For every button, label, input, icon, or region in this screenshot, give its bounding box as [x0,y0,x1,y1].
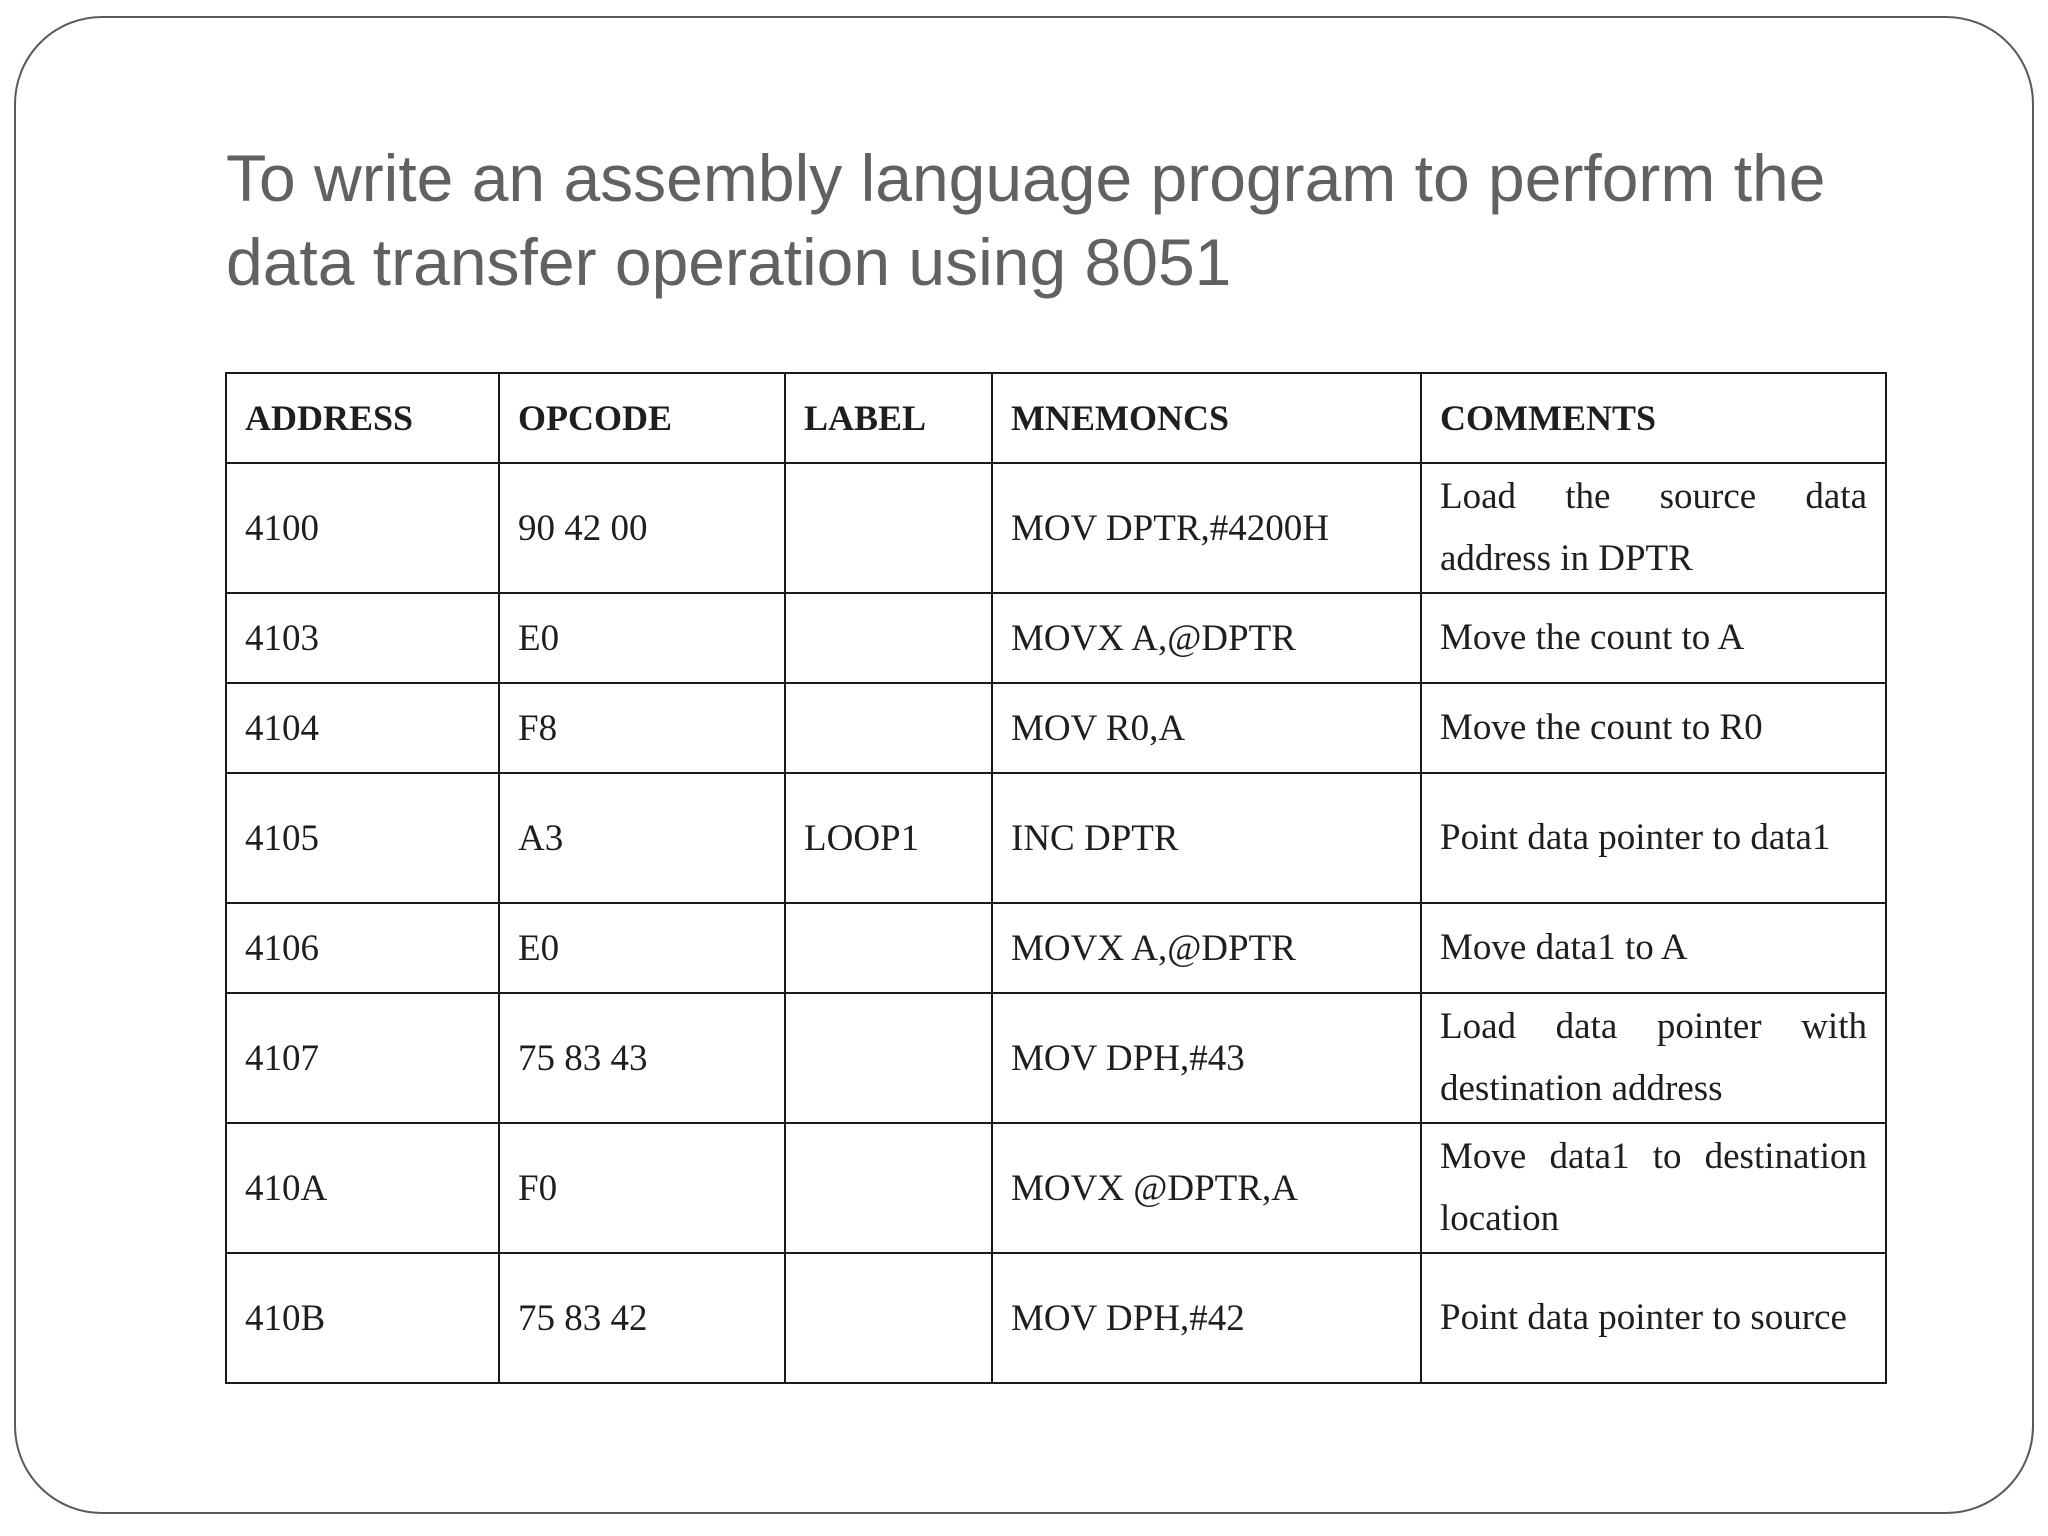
cell-label [785,993,992,1123]
program-table [225,372,1887,1384]
cell-mnemonic: MOV R0,A [992,683,1421,773]
header-comment: COMMENTS [1421,373,1886,463]
cell-opcode: A3 [499,773,785,903]
cell-comment: Point data pointer to data1 [1421,773,1886,903]
cell-address: 4104 [226,683,499,773]
cell-mnemonic: MOV DPTR,#4200H [992,463,1421,593]
cell-comment: Point data pointer to source [1421,1253,1886,1383]
header-label: LABEL [785,373,992,463]
cell-comment: Move the count to A [1421,593,1886,683]
table-row [226,1253,1886,1383]
cell-opcode: F8 [499,683,785,773]
cell-opcode: 75 83 43 [499,993,785,1123]
cell-label [785,1253,992,1383]
header-opcode: OPCODE [499,373,785,463]
cell-opcode: E0 [499,593,785,683]
cell-opcode: E0 [499,903,785,993]
cell-address: 4105 [226,773,499,903]
cell-address: 4106 [226,903,499,993]
table-row [226,593,1886,683]
cell-comment: Move the count to R0 [1421,683,1886,773]
cell-label [785,903,992,993]
cell-label [785,593,992,683]
cell-address: 4103 [226,593,499,683]
cell-label [785,1123,992,1253]
cell-comment: Load the source data address in DPTR [1421,463,1886,593]
cell-opcode: F0 [499,1123,785,1253]
table-row [226,463,1886,593]
cell-mnemonic: MOVX @DPTR,A [992,1123,1421,1253]
table-header-row [226,373,1886,463]
cell-comment: Move data1 to A [1421,903,1886,993]
slide-title: To write an assembly language program to perform the data transfer operation using 8051 [226,141,1826,299]
cell-mnemonic: MOVX A,@DPTR [992,903,1421,993]
cell-address: 410A [226,1123,499,1253]
cell-comment: Move data1 to destination location [1421,1123,1886,1253]
cell-opcode: 90 42 00 [499,463,785,593]
table-row [226,1123,1886,1253]
cell-address: 4107 [226,993,499,1123]
table-row [226,773,1886,903]
table-row [226,683,1886,773]
cell-opcode: 75 83 42 [499,1253,785,1383]
cell-label: LOOP1 [785,773,992,903]
cell-address: 4100 [226,463,499,593]
cell-comment: Load data pointer with destination address [1421,993,1886,1123]
cell-address: 410B [226,1253,499,1383]
table-row [226,993,1886,1123]
cell-mnemonic: MOV DPH,#42 [992,1253,1421,1383]
cell-mnemonic: MOVX A,@DPTR [992,593,1421,683]
table-row [226,903,1886,993]
cell-mnemonic: INC DPTR [992,773,1421,903]
header-mnemonic: MNEMONCS [992,373,1421,463]
cell-label [785,463,992,593]
cell-mnemonic: MOV DPH,#43 [992,993,1421,1123]
header-address: ADDRESS [226,373,499,463]
cell-label [785,683,992,773]
